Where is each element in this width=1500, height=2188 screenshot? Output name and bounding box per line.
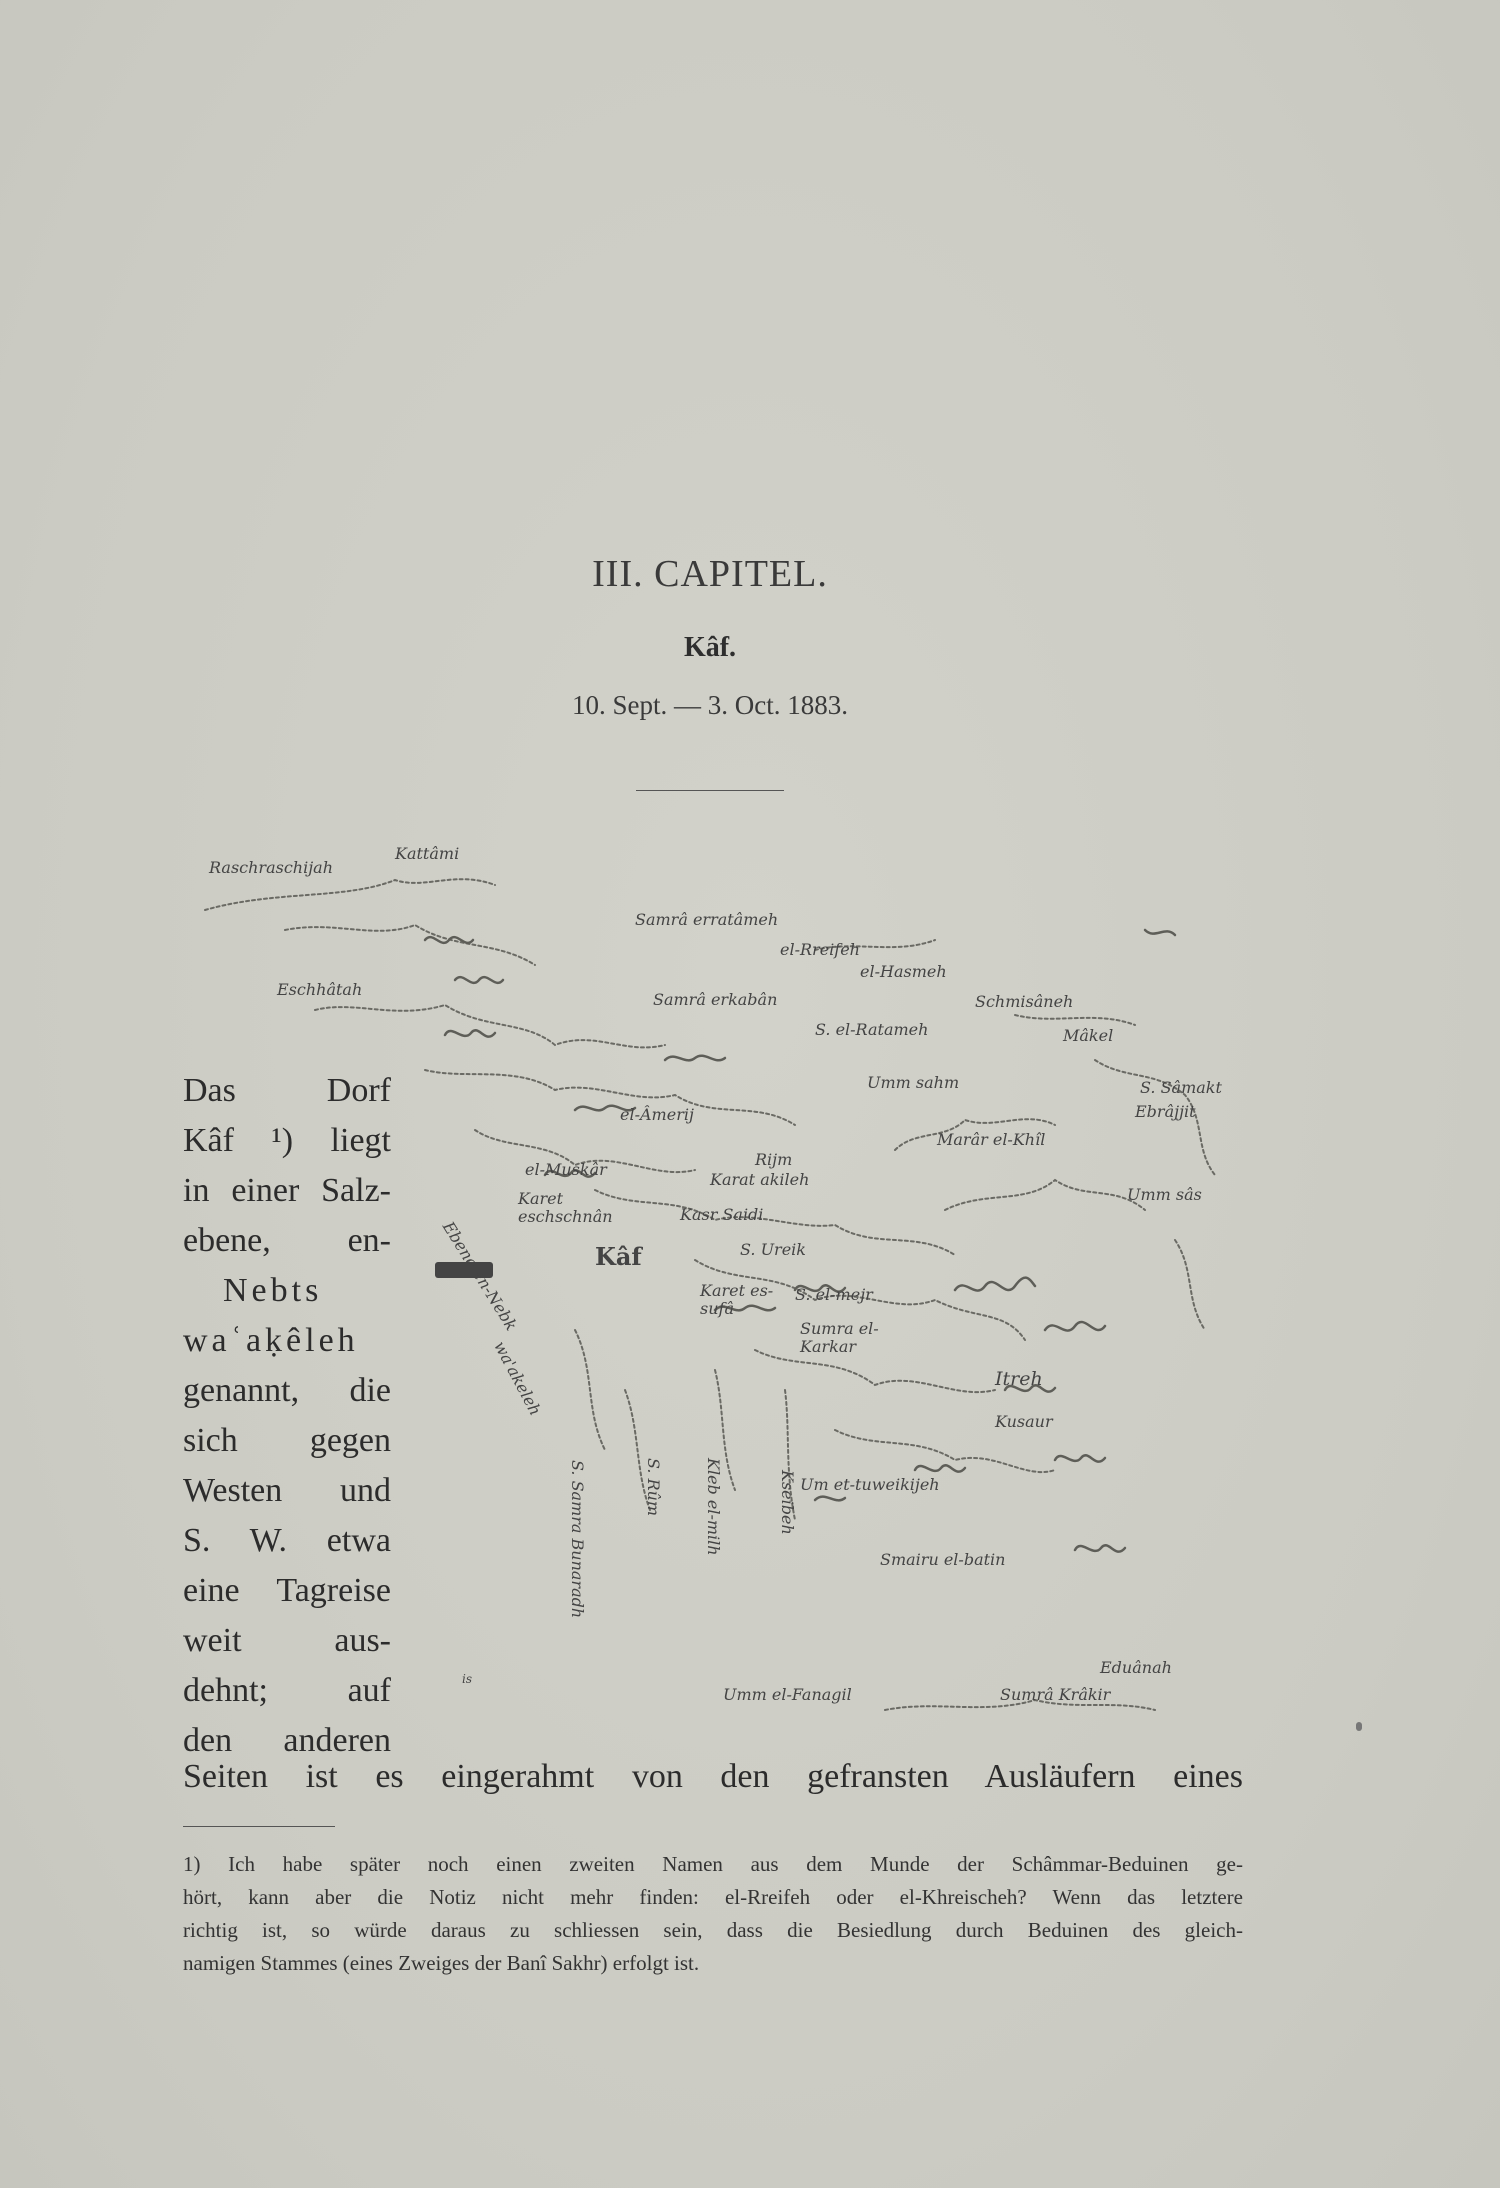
map-label-kleb-el-milh: Kleb el-milh xyxy=(704,1458,723,1556)
heading-rule xyxy=(636,790,784,791)
map-label-karet-es-sufa: Karet es-sufâ xyxy=(700,1281,774,1318)
map-label-itreh: Itreh xyxy=(995,1368,1043,1390)
map-label-smairu-el-batin: Smairu el-batin xyxy=(880,1550,1006,1569)
text-line: dehnt; auf xyxy=(183,1672,391,1709)
map-label-sumra-el-karkar: Sumra el-Karkar xyxy=(800,1319,879,1356)
text-line: Westen und xyxy=(183,1472,391,1509)
footnote-line: richtig ist, so würde daraus zu schliessen sein, dass die Besiedlung durch Beduinen des gleich- xyxy=(183,1918,1243,1942)
map-label-s-samakt: S. Sâmakt xyxy=(1140,1078,1222,1097)
map-label-s-rum: S. Rûm xyxy=(644,1458,663,1517)
map-label-marar-el-khil: Marâr el-Khîl xyxy=(937,1130,1046,1149)
map-label-wa-akeleh: wa'akeleh xyxy=(490,1338,546,1419)
map-label-s-samra-bunaradh: S. Samra Bunaradh xyxy=(568,1460,587,1619)
map-label-umm-sas: Umm sâs xyxy=(1127,1185,1202,1204)
map-label-kusaur: Kusaur xyxy=(995,1412,1053,1431)
text-line: Das Dorf xyxy=(183,1072,391,1109)
chapter-subtitle: Kâf. xyxy=(683,632,737,663)
map-label-eschhatah: Eschhâtah xyxy=(277,980,363,999)
footnote-line: 1) Ich habe später noch einen zweiten Namen aus dem Munde der Schâmmar-Beduinen ge- xyxy=(183,1852,1243,1876)
text-line: in einer Salz- xyxy=(183,1172,391,1209)
chapter-dates: 10. Sept. — 3. Oct. 1883. xyxy=(572,690,848,720)
map-label-s-ureik: S. Ureik xyxy=(740,1240,806,1259)
map-label-raschraschijah: Raschraschijah xyxy=(209,858,334,877)
paragraph-continuation: Seiten ist es eingerahmt von den gefransten Ausläufern eines xyxy=(183,1758,1243,1795)
map-label-kseibeh: Kseibeh xyxy=(778,1470,797,1535)
wrapped-paragraph xyxy=(183,1066,391,1766)
map-label-eduanah: Eduânah xyxy=(1100,1658,1172,1677)
chapter-heading: III. CAPITEL. xyxy=(592,553,828,595)
map-label-samra-erkaban: Samrâ erkabân xyxy=(653,990,778,1009)
map-label-umm-el-tuweikijeh: Um et-tuweikijeh xyxy=(800,1475,940,1494)
text-line: eine Tagreise xyxy=(183,1572,391,1609)
footnote xyxy=(183,1848,1243,1980)
map-label-el-muskar: el-Muskâr xyxy=(525,1160,607,1179)
footnote-rule xyxy=(183,1826,335,1827)
text-line: Nebts xyxy=(223,1272,323,1309)
map-label-umm-sahm: Umm sahm xyxy=(867,1073,960,1092)
map-label-el-rreifeh: el-Rreifeh xyxy=(780,940,860,959)
text-line: weit aus- xyxy=(183,1622,391,1659)
map-label-sumra-krakir: Sumrâ Krâkir xyxy=(1000,1685,1111,1704)
map-label-s-el-mejr: S. el-mejr xyxy=(795,1285,873,1304)
text-line: den anderen xyxy=(183,1722,391,1759)
map-label-kattami: Kattâmi xyxy=(395,844,460,863)
map-label-rijm: Rijm xyxy=(755,1150,793,1169)
text-line: S. W. etwa xyxy=(183,1522,391,1559)
footnote-line: namigen Stammes (eines Zweiges der Banî Sakhr) erfolgt ist. xyxy=(183,1951,700,1975)
map-label-s-el-ratameh: S. el-Ratameh xyxy=(815,1020,929,1039)
map-label-ebrajjit: Ebrâjjit xyxy=(1135,1102,1196,1121)
map-label-kasr-saidi: Kasr Saidi xyxy=(680,1205,764,1224)
text-line: sich gegen xyxy=(183,1422,391,1459)
map-label-el-hasmeh: el-Hasmeh xyxy=(860,962,947,981)
map-label-samra-erratameh: Samrâ erratâmeh xyxy=(635,910,779,929)
map-label-karet-eschschnan: Karet eschschnân xyxy=(518,1189,613,1226)
map-label-karat-akileh: Karat akileh xyxy=(710,1170,810,1189)
text-line: ebene, en- xyxy=(183,1222,391,1259)
map-label-is: is xyxy=(462,1672,472,1686)
paper-blemish xyxy=(1356,1722,1362,1731)
map-label-schmisaneh: Schmisâneh xyxy=(975,992,1074,1011)
footnote-line: hört, kann aber die Notiz nicht mehr finden: el-Rreifeh oder el-Khreischeh? Wenn das letztere xyxy=(183,1885,1243,1909)
map-label-el-amerij: el-Âmerij xyxy=(620,1105,694,1124)
text-line: waʿaḳêleh xyxy=(183,1322,359,1359)
map-label-ebene-en-nebk: Ebene en-Nebk xyxy=(438,1218,522,1334)
map-label-makel: Mâkel xyxy=(1063,1026,1114,1045)
map-label-umm-el-fanagil: Umm el-Fanagil xyxy=(723,1685,852,1704)
text-line: genannt, die xyxy=(183,1372,391,1409)
text-line: Kâf ¹) liegt xyxy=(183,1122,391,1159)
map-label-kaf: Kâf xyxy=(595,1242,642,1271)
